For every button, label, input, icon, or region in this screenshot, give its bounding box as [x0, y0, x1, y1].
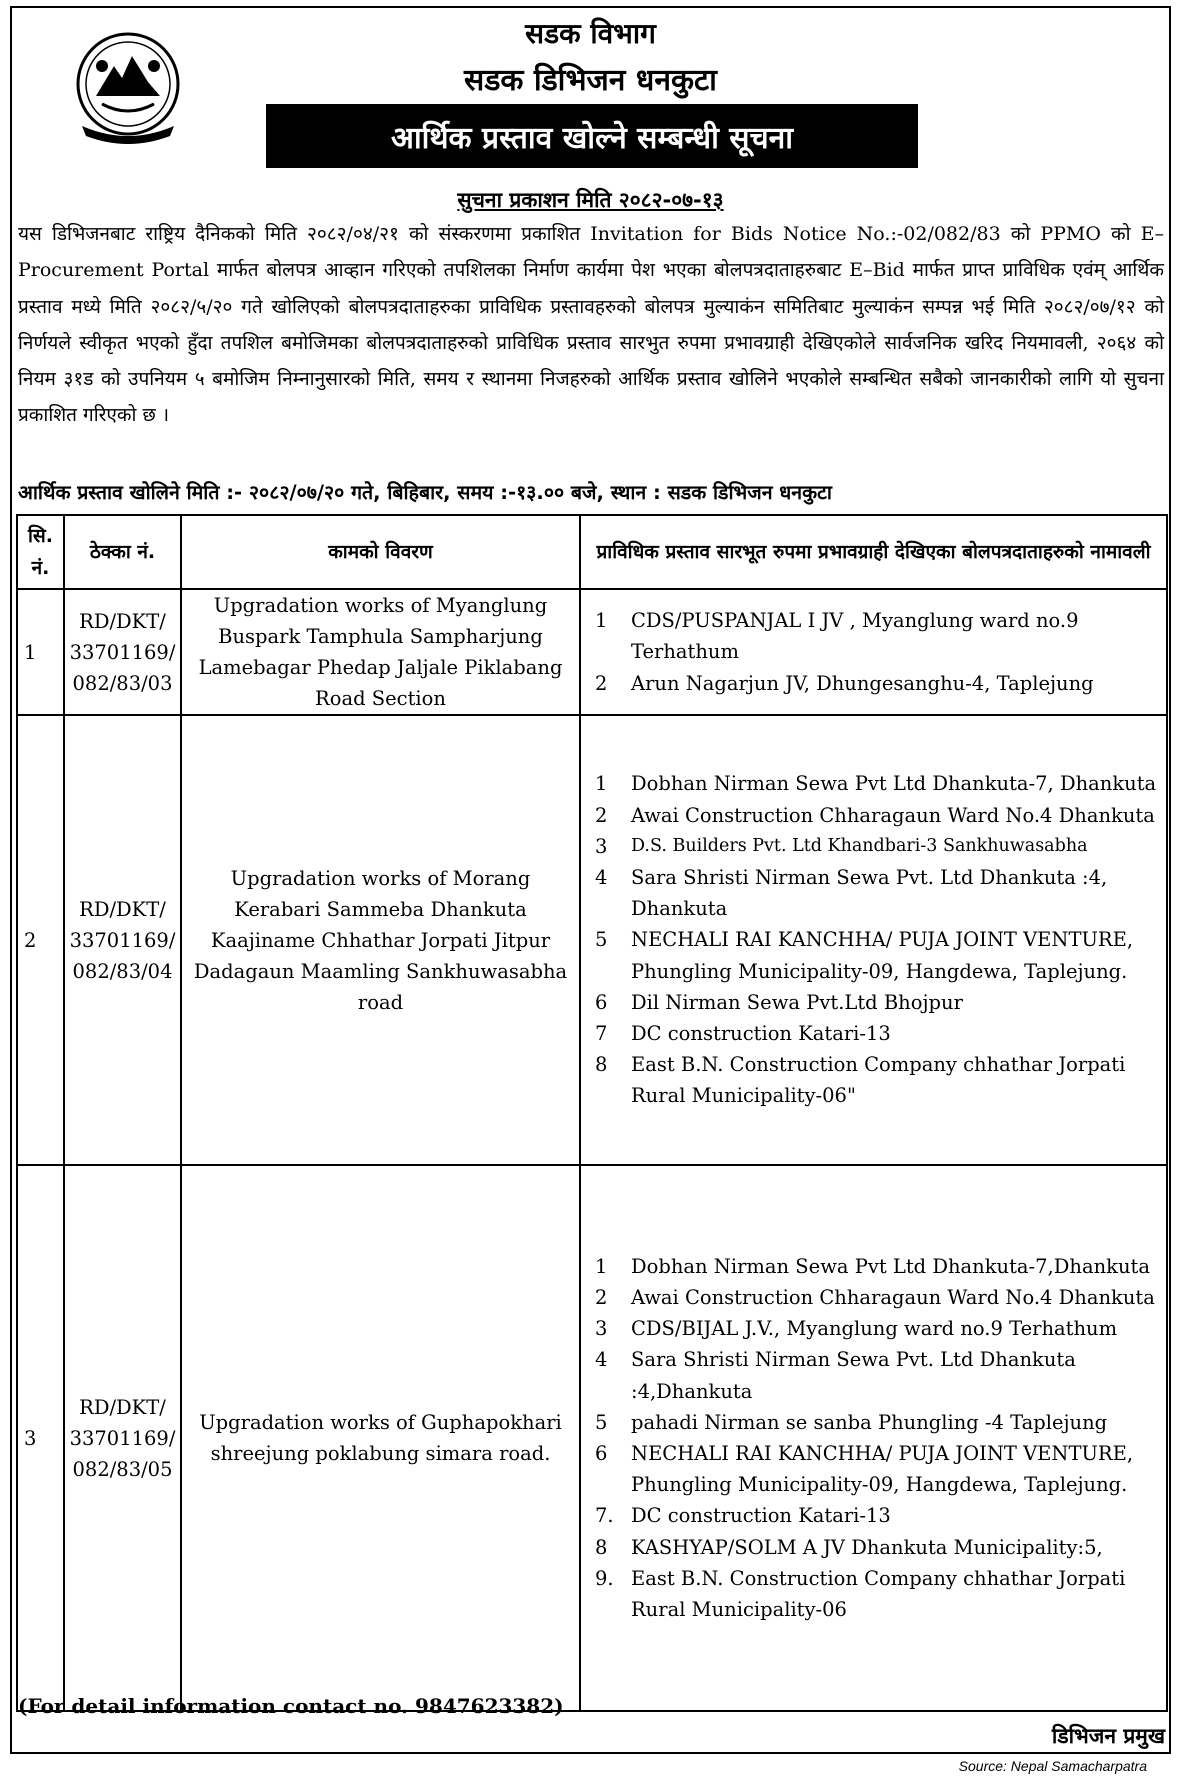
notice-body: यस डिभिजनबाट राष्ट्रिय दैनिकको मिति २०८२/०४/२१ को संस्करणमा प्रकाशित Invitation for Bids Notice No.:-02/082/83 को PPMO को E–Procurement Portal मार्फत बोलपत्र आव्हान गरिएको तपशिलका निर्माण कार्यमा पेश भएका बोलपत्रदाताहरुबाट E–Bid मार्फत प्राप्त प्राविधिक एवंम् आर्थिक प्रस्ताव मध्ये मिति २०८२/५/२० गते खोलिएको बोलपत्रदाताहरुका प्राविधिक प्रस्तावहरुको बोलपत्र मुल्याकंन समितिबाट मुल्याकंन सम्पन्न भई मिति २०८२/०७/१२ को निर्णयले स्वीकृत भएको हुँदा तपशिल बमोजिमका बोलपत्रदाताहरुको प्राविधिक प्रस्ताव सारभुत रुपमा प्रभावग्राही देखिएकोले सार्वजनिक खरिद नियमावली, २०६४ को नियम ३१ड को उपनियम ५ बमोजिम निम्नानुसारको मिति, समय र स्थानमा निजहरुको आर्थिक प्रस्ताव खोलिने भएकोले सम्बन्धित सबैको जानकारीको लागि यो सुचना प्रकाशित गरिएको छ ।: [18, 223, 1164, 427]
bidder-item: 4 Sara Shristi Nirman Sewa Pvt. Ltd Dhankuta :4, Dhankuta: [595, 865, 1108, 921]
bidder-item: 3 D.S. Builders Pvt. Ltd Khandbari-3 Sankhuwasabha: [595, 834, 1088, 858]
contract-no-line: RD/DKT/: [79, 1395, 166, 1419]
opening-schedule: आर्थिक प्रस्ताव खोलिने मिति :- २०८२/०७/२० गते, बिहिबार, समय :-१३.०० बजे, स्थान : सडक डिभिजन धनकुटा: [18, 481, 832, 504]
row-description: Upgradation works of Morang Kerabari Sammeba Dhankuta Kaajiname Chhathar Jorpati Jitpur Dadagaun Maamling Sankhuwasabha road: [181, 715, 580, 1165]
contract-no-line: 33701169/: [69, 928, 176, 952]
bidder-item: 6 Dil Nirman Sewa Pvt.Ltd Bhojpur: [595, 990, 963, 1014]
contract-no-line: 33701169/: [69, 1426, 176, 1450]
row-bidders: [580, 1165, 1167, 1711]
contract-no-line: 082/83/03: [72, 671, 173, 695]
contract-no-line: RD/DKT/: [79, 609, 166, 633]
division-name: सडक डिभिजन धनकुटा: [464, 63, 717, 98]
contract-no-line: 082/83/04: [72, 959, 173, 983]
table-row: [17, 1165, 1167, 1711]
bidder-item: 2 Awai Construction Chharagaun Ward No.4 Dhankuta: [595, 803, 1155, 827]
publication-date: सुचना प्रकाशन मिति २०८२-०७-१३: [457, 188, 724, 212]
table-row: [17, 589, 1167, 715]
bidder-item: 1 Dobhan Nirman Sewa Pvt Ltd Dhankuta-7, Dhankuta: [595, 772, 1157, 796]
table-header-row: [17, 515, 1167, 589]
source-credit: Source: Nepal Samacharpatra: [958, 1758, 1147, 1774]
bidder-item: 1 CDS/PUSPANJAL I JV , Myanglung ward no.9 Terhathum: [595, 609, 1079, 664]
bidder-item: 7 DC construction Katari-13: [595, 1022, 891, 1045]
row-bidders: [580, 715, 1167, 1165]
bidder-item: 2 Awai Construction Chharagaun Ward No.4 Dhankuta: [595, 1285, 1155, 1309]
notice-title-banner: आर्थिक प्रस्ताव खोल्ने सम्बन्धी सूचना: [266, 104, 918, 168]
header-description: कामको विवरण: [181, 515, 580, 589]
bidder-item: 6 NECHALI RAI KANCHHA/ PUJA JOINT VENTURE, Phungling Municipality-09, Hangdewa, Taplejung.: [595, 1442, 1134, 1497]
contact-info: (For detail information contact no. 9847623382): [18, 1694, 564, 1718]
bidder-item: 5 NECHALI RAI KANCHHA/ PUJA JOINT VENTURE, Phungling Municipality-09, Hangdewa, Taplejung.: [595, 928, 1134, 983]
bidder-item: 3 CDS/BIJAL J.V., Myanglung ward no.9 Terhathum: [595, 1317, 1118, 1341]
header-sn: सि. नं.: [17, 515, 64, 589]
row-description: Upgradation works of Guphapokhari shreejung poklabung simara road.: [181, 1165, 580, 1711]
bid-table: [16, 514, 1168, 1712]
bidder-item: 1 Dobhan Nirman Sewa Pvt Ltd Dhankuta-7,Dhankuta: [595, 1254, 1150, 1278]
row-contract-no: [64, 1165, 181, 1711]
table-row: [17, 715, 1167, 1165]
row-contract-no: [64, 715, 181, 1165]
bidder-item: 7. DC construction Katari-13: [595, 1504, 891, 1528]
bidder-item: 4 Sara Shristi Nirman Sewa Pvt. Ltd Dhankuta :4,Dhankuta: [595, 1348, 1076, 1403]
contract-no-line: 33701169/: [69, 640, 176, 664]
row-sn: 1: [17, 589, 64, 715]
bidder-item: 8 KASHYAP/SOLM A JV Dhankuta Municipality:5,: [595, 1535, 1103, 1559]
contract-no-line: RD/DKT/: [79, 897, 166, 921]
bidder-item: 9. East B.N. Construction Company chhathar Jorpati Rural Municipality-06: [595, 1566, 1126, 1622]
row-sn: 3: [17, 1165, 64, 1711]
bidder-item: 2 Arun Nagarjun JV, Dhungesanghu-4, Taplejung: [595, 671, 1094, 695]
row-description: Upgradation works of Myanglung Buspark Tamphula Sampharjung Lamebagar Phedap Jaljale Piklabang Road Section: [181, 589, 580, 715]
row-sn: 2: [17, 715, 64, 1165]
bidder-item: 5 pahadi Nirman se sanba Phungling -4 Taplejung: [595, 1410, 1108, 1434]
signatory: डिभिजन प्रमुख: [1051, 1724, 1165, 1748]
row-bidders: [580, 589, 1167, 715]
header-contract-no: ठेक्का नं.: [64, 515, 181, 589]
row-contract-no: [64, 589, 181, 715]
bidder-item: 8 East B.N. Construction Company chhathar Jorpati Rural Municipality-06": [595, 1053, 1126, 1108]
department-name: सडक विभाग: [525, 17, 656, 50]
header-bidders: प्राविधिक प्रस्ताव सारभूत रुपमा प्रभावग्राही देखिएका बोलपत्रदाताहरुको नामावली: [580, 515, 1167, 589]
notice-page: [10, 6, 1171, 1754]
contract-no-line: 082/83/05: [72, 1457, 173, 1481]
